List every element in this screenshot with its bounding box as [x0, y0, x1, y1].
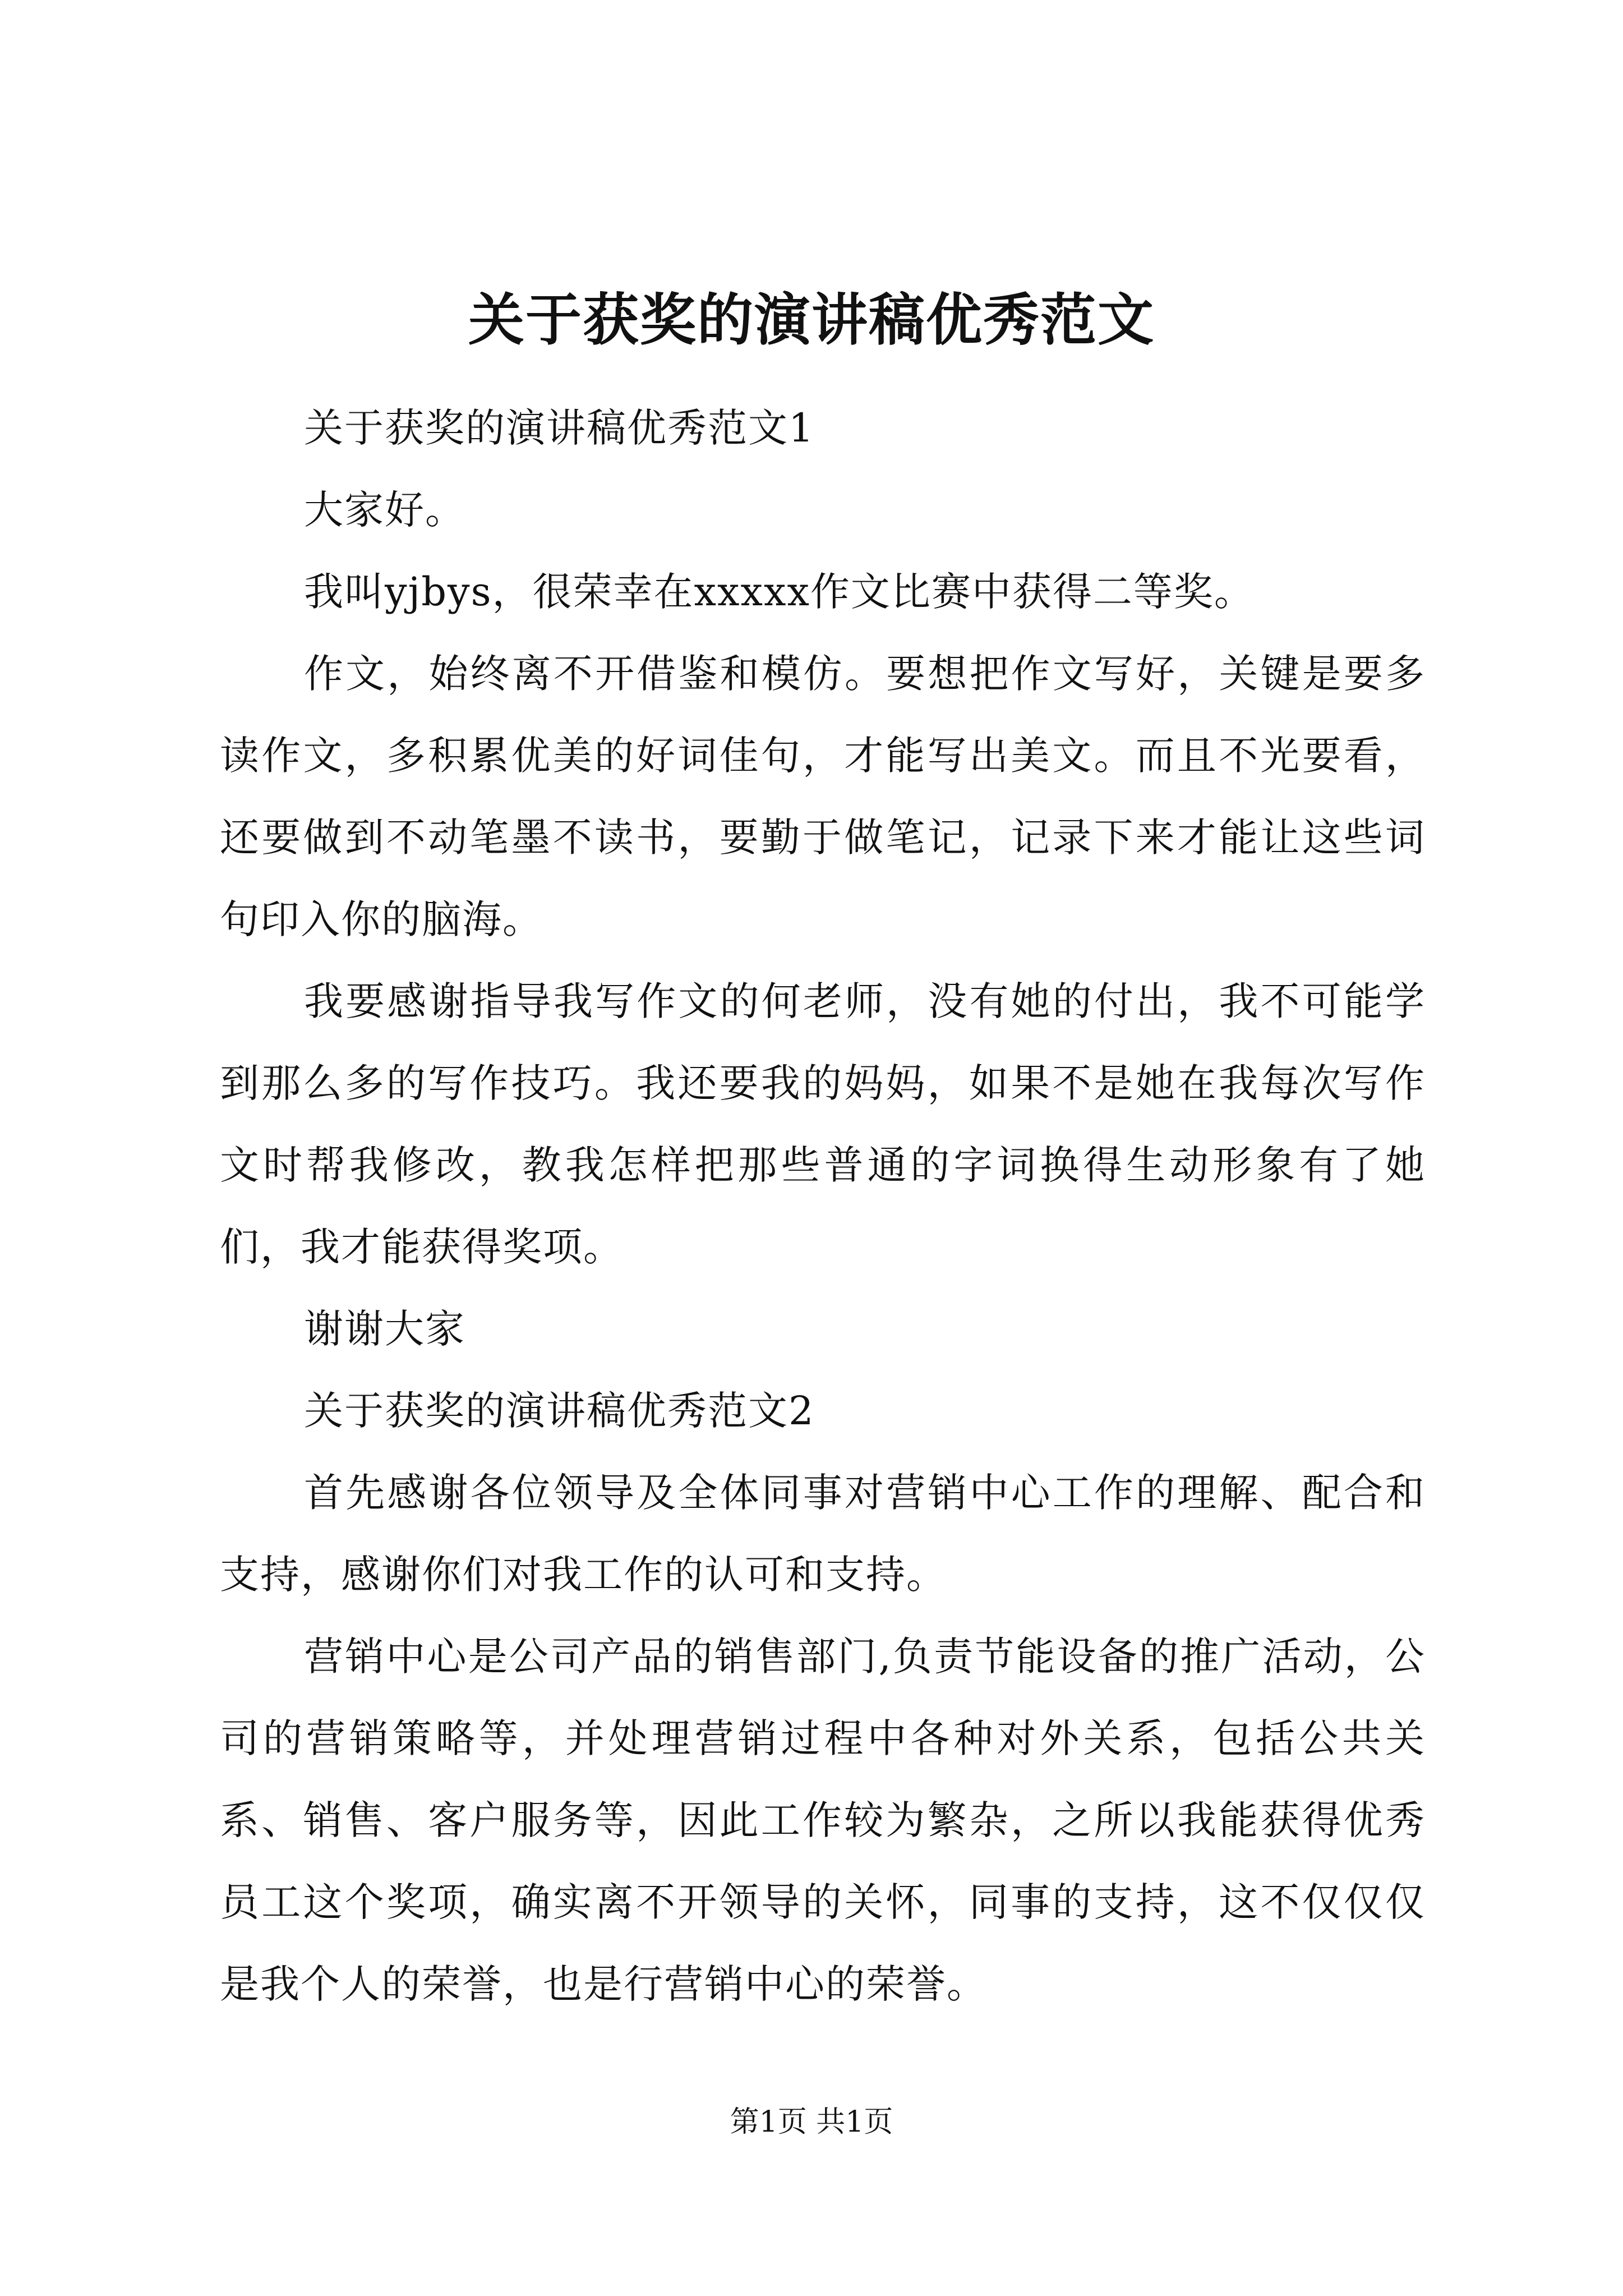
document-body — [220, 387, 1426, 2025]
page-footer: 第1页 共1页 — [730, 2105, 893, 2139]
paragraph: 首先感谢各位领导及全体同事对营销中心工作的理解、配合和支持，感谢你们对我工作的认可和支持。 — [220, 1470, 1426, 1598]
paragraph: 关于获奖的演讲稿优秀范文2 — [304, 1388, 815, 1434]
paragraph: 谢谢大家 — [304, 1306, 465, 1352]
paragraph: 我叫yjbys，很荣幸在xxxxx作文比赛中获得二等奖。 — [304, 569, 1255, 615]
paragraph: 我要感谢指导我写作文的何老师，没有她的付出，我不可能学到那么多的写作技巧。我还要我的妈妈，如果不是她在我每次写作文时帮我修改，教我怎样把那些普通的字词换得生动形象有了她们，我才能获得奖项。 — [220, 978, 1426, 1270]
paragraph: 营销中心是公司产品的销售部门,负责节能设备的推广活动，公司的营销策略等，并处理营销过程中各种对外关系，包括公共关系、销售、客户服务等，因此工作较为繁杂，之所以我能获得优秀员工这个奖项，确实离不开领导的关怀，同事的支持，这不仅仅仅是我个人的荣誉，也是行营销中心的荣誉。 — [220, 1634, 1426, 2007]
paragraph: 大家好。 — [304, 487, 465, 533]
paragraph: 关于获奖的演讲稿优秀范文1 — [304, 405, 815, 451]
document-title: 关于获奖的演讲稿优秀范文 — [468, 287, 1155, 353]
paragraph: 作文，始终离不开借鉴和模仿。要想把作文写好，关键是要多读作文，多积累优美的好词佳句，才能写出美文。而且不光要看，还要做到不动笔墨不读书，要勤于做笔记，记录下来才能让这些词句印入你的脑海。 — [220, 651, 1426, 942]
